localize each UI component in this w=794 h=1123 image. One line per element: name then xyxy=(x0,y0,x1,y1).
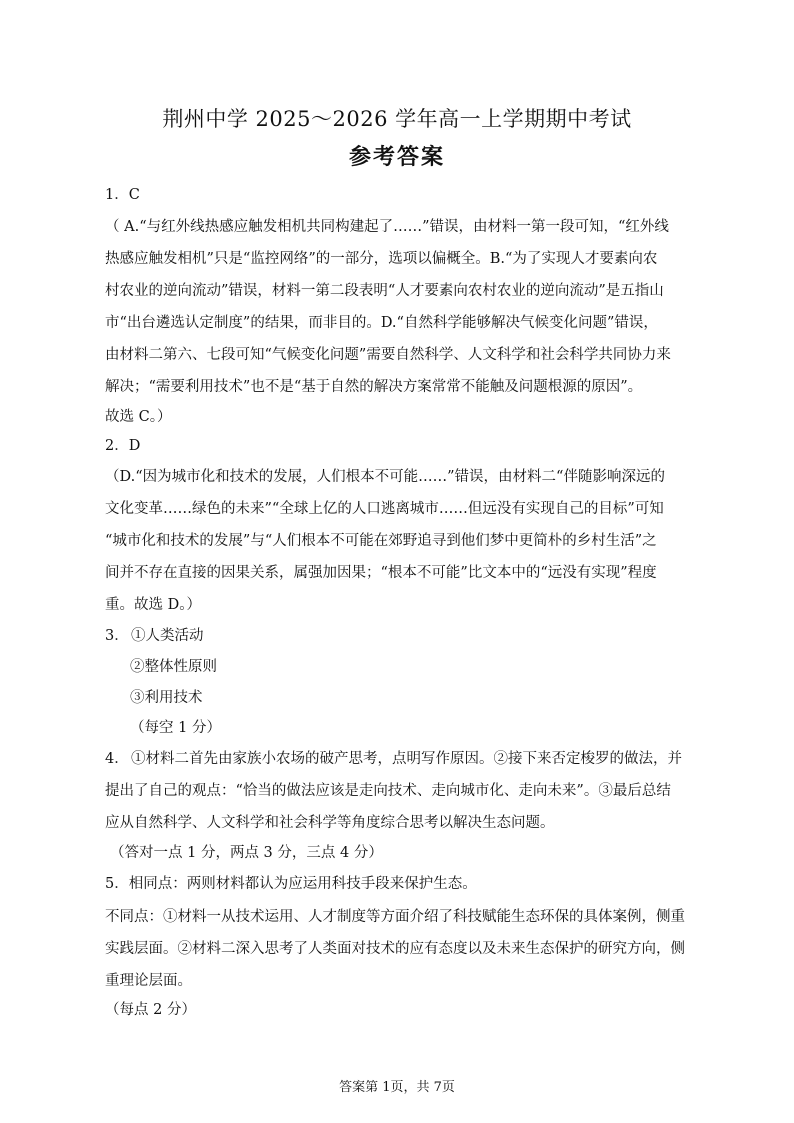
q2-line-1: （D.“因为城市化和技术的发展，人们根本不可能……”错误，由材料二“伴随影响深远的 xyxy=(105,469,665,485)
q3-number: 3． xyxy=(105,628,129,644)
q5-line-2: 不同点：①材料一从技术运用、人才制度等方面介绍了科技赋能生态环保的具体案例，侧重 xyxy=(105,909,685,925)
page-subtitle: 参考答案 xyxy=(348,144,445,170)
q1-line-4: 市“出台遴选认定制度”的结果，而非目的。D.“自然科学能够解决气候变化问题”错误， xyxy=(105,315,658,331)
q3-note: （每空 1 分） xyxy=(130,720,221,736)
q4-line-3: 应从自然科学、人文科学和社会科学等角度综合思考以解决生态问题。 xyxy=(105,815,555,831)
q1-line-6: 解决；“需要利用技术”也不是“基于自然的解决方案常常不能触及问题根源的原因”。 xyxy=(105,379,643,395)
q2-line-4: 间并不存在直接的因果关系，属强加因果；“根本不可能”比文本中的“远没有实现”程度 xyxy=(105,565,657,581)
q2-answer: 2．D xyxy=(105,438,141,454)
q5-line-1: 5．相同点：两则材料都认为应运用科技手段来保护生态。 xyxy=(105,876,477,892)
q5-note: （每点 2 分） xyxy=(105,1002,196,1018)
q1-line-1: （ A.“与红外线热感应触发相机共同构建起了……”错误，由材料一第一段可知，“红外线 xyxy=(105,219,669,235)
q3-item-1: ①人类活动 xyxy=(131,628,204,644)
q1-answer: 1．C xyxy=(105,187,140,203)
q4-line-1: ①材料二首先由家族小农场的破产思考，点明写作原因。②接下来否定梭罗的做法，并 xyxy=(131,751,682,767)
q4-line-2: 提出了自己的观点：“恰当的做法应该是走向技术、走向城市化、走向未来”。③最后总结 xyxy=(105,783,671,799)
q4-note: （答对一点 1 分，两点 3 分，三点 4 分） xyxy=(110,845,383,861)
q5-line-3: 实践层面。②材料二深入思考了人类面对技术的应有态度以及未来生态保护的研究方向，侧 xyxy=(105,941,685,957)
q1-line-5: 由材料二第六、七段可知“气候变化问题”需要自然科学、人文科学和社会科学共同协力来 xyxy=(105,347,671,363)
q1-line-3: 村农业的逆向流动”错误，材料一第二段表明“人才要素向农村农业的逆向流动”是五指山 xyxy=(105,283,664,299)
q2-line-2: 文化变革……绿色的未来”“全球上亿的人口逃离城市……但远没有实现自己的目标”可知 xyxy=(105,501,664,517)
q2-line-5: 重。故选 D。） xyxy=(105,597,201,613)
q3-item-3: ③利用技术 xyxy=(130,690,203,706)
page-title: 荆州中学 2025～2026 学年高一上学期期中考试 xyxy=(162,107,632,131)
q5-line-4: 重理论层面。 xyxy=(105,973,192,989)
page-footer: 答案第 1页，共 7页 xyxy=(339,1080,455,1095)
q2-line-3: “城市化和技术的发展”与“人们根本不可能在郊野追寻到他们梦中更简朴的乡村生活”之 xyxy=(105,533,657,549)
q1-line-2: 热感应触发相机”只是“监控网络”的一部分，选项以偏概全。B.“为了实现人才要素向农 xyxy=(105,251,658,267)
q3-item-2: ②整体性原则 xyxy=(130,659,217,675)
q1-line-7: 故选 C。） xyxy=(105,409,172,425)
q4-number: 4． xyxy=(105,751,129,767)
